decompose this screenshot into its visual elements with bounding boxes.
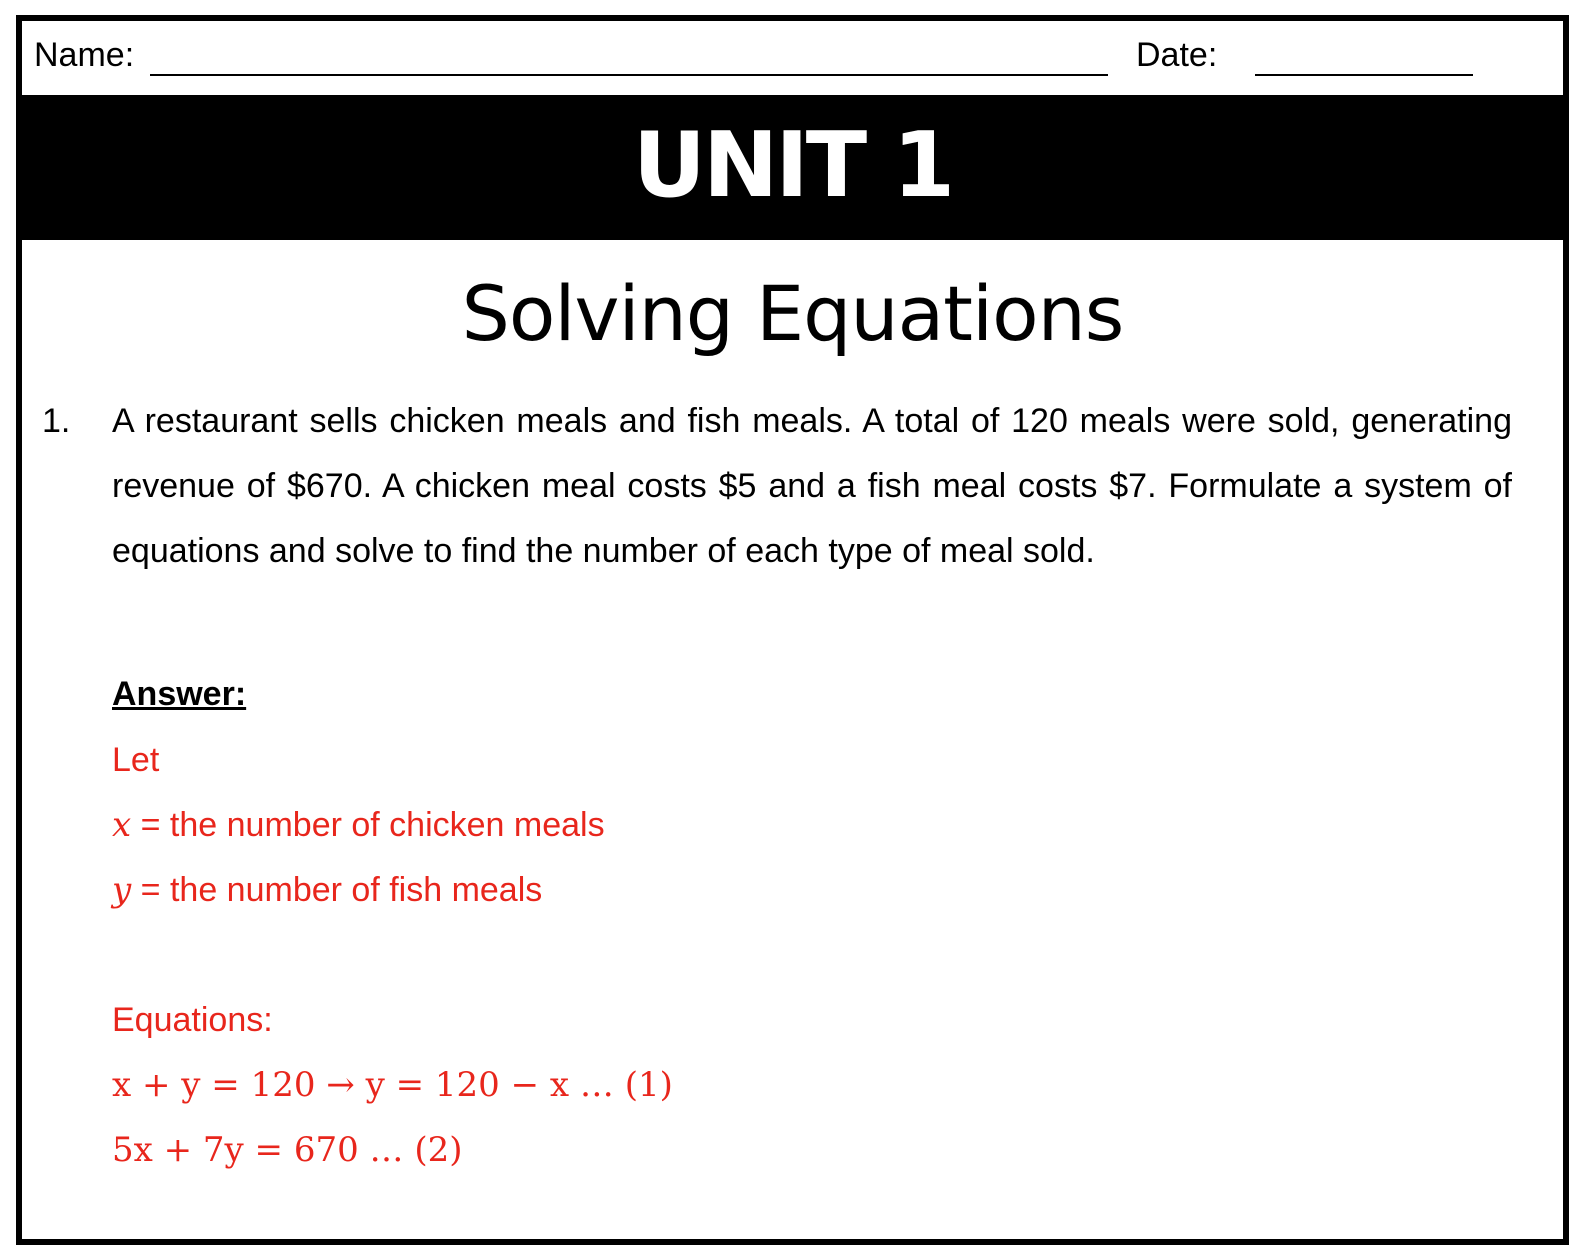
variable-y: y — [112, 870, 132, 910]
equations-label: Equations: — [112, 1001, 273, 1039]
question-text: A restaurant sells chicken meals and fish meals. A total of 120 meals were sold, generating revenue of $670. A chicken meal costs $5 and a fish meal costs $7. Formulate a system of equations and solve to find the number of each type of meal sold. — [112, 402, 1512, 570]
equation-1: x + y = 120 → y = 120 − x … (1) — [112, 1065, 673, 1105]
name-label: Name: — [34, 36, 135, 74]
unit-title: UNIT 1 — [632, 112, 953, 218]
definition-x — [112, 802, 605, 848]
date-label: Date: — [1136, 36, 1218, 74]
answer-heading: Answer: — [112, 675, 247, 713]
worksheet-frame — [16, 15, 1569, 1245]
variable-x: x — [112, 805, 132, 845]
let-label: Let — [112, 741, 160, 779]
definition-y-text: = the number of fish meals — [131, 871, 543, 909]
equation-2: 5x + 7y = 670 … (2) — [112, 1130, 463, 1170]
section-title: Solving Equations — [461, 269, 1124, 358]
definition-x-text: = the number of chicken meals — [131, 806, 605, 844]
date-field-line[interactable] — [1255, 74, 1473, 76]
unit-banner — [16, 95, 1569, 240]
header-row — [22, 21, 1563, 95]
definition-y — [112, 867, 542, 913]
question-number: 1. — [42, 402, 71, 440]
name-field-line[interactable] — [150, 74, 1108, 76]
